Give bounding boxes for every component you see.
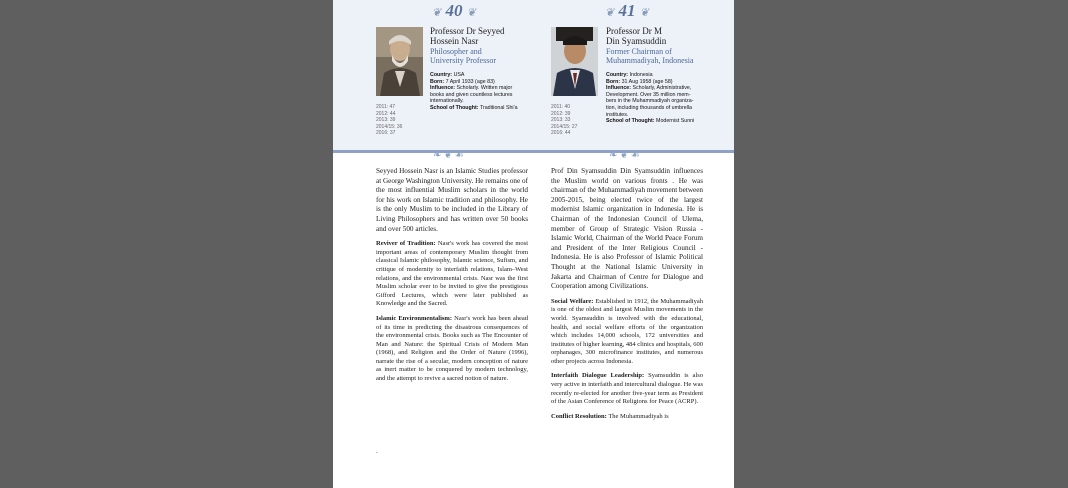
profile-title: Former Chairman of Muhammadiyah, Indonesia	[606, 47, 694, 65]
article-section: Reviver of Tradition: Nasr's work has covered the most important areas of contemporary Muslim thought from classical Islamic philosophy, Islamic science, Sufism, and critique of modernity to interfaith relations, Islam–West relations, and the environmental crisis. Nasr was the first Muslim scholar ever to be invited to give the prestigious Gifford Lectures, which were later published as Knowledge and the Sacred.	[376, 240, 529, 308]
ornament-icon: ❦	[605, 7, 615, 19]
trailing-mark: .	[376, 447, 378, 455]
ranking-history: 2011: 47 2012: 44 2013: 39 2014/15: 36 2016: 37	[376, 104, 403, 137]
ranking-history: 2011: 40 2012: 39 2013: 33 2014/15: 27 2016: 44	[551, 104, 578, 137]
article-column-right	[551, 167, 703, 427]
portrait-syamsuddin	[551, 27, 598, 96]
header-rule	[333, 150, 734, 153]
profile-name: Professor Dr Seyyed Hossein Nasr	[430, 26, 505, 46]
rank-number-40: ❦ 40 ❦	[432, 1, 476, 20]
ornament-icon: ❦	[639, 7, 649, 19]
document-page	[333, 0, 734, 488]
article-section: Conflict Resolution: The Muhammadiyah is	[551, 412, 669, 420]
portrait-nasr	[376, 27, 423, 96]
article-column-left	[376, 167, 528, 390]
profile-details: Country: Indonesia Born: 31 Aug 1958 (age 58) Influence: Scholarly, Administrative, Development. Over 35 million mem- bers in the Muhammadiyah organiza- tion, including thousands of umbrella institutes. School of Thought: Modernist Sunni	[606, 72, 695, 125]
profile-name: Professor Dr M Din Syamsuddin	[606, 26, 667, 46]
article-section: Islamic Environmentalism: Nasr's work has been ahead of its time in predicting the disastrous consequences of the environmental crisis. Books such as The Encounter of Man and Nature: the Spiritual Crisis of Modern Man (1968), and Religion and the Order of Nature (1996), narrate the rise of a secular, modern conception of nature as inert matter to be conquered by modern technology, and the attempt to revive a sacred notion of nature.	[376, 314, 528, 383]
article-section: Interfaith Dialogue Leadership: Syamsuddin is also very active in interfaith and intercultural dialogue. He was recently re-elected for another five-year term as President of the Asian Conference of Religions for Peace (ACRP).	[551, 372, 703, 406]
ornament-divider-icon: ❧ ❦ ☙	[433, 150, 464, 161]
ornament-icon: ❦	[466, 7, 476, 19]
profile-details: Country: USA Born: 7 April 1933 (age 83) Influence: Scholarly. Written major books and given countless lectures internationally. School of Thought: Traditional Shi'a	[430, 72, 518, 111]
ornament-divider-icon: ❧ ❦ ☙	[609, 150, 640, 161]
rank-number-41: ❦ 41 ❦	[605, 1, 649, 20]
article-intro: Prof Din Syamsuddin Din Syamsuddin influences the Muslim world on various fronts . He was chairman of the Muhammadiyah movement between 2005-2015, being elected twice of the largest modernist Islamic organization in Indonesia. He is Chairman of the Indonesian Council of Ulema, member of Group of Strategic Vision Russia - Islamic World, Chairman of the World Peace Forum and President of the Inter Religious Council - Indonesia. He is also Professor of Islamic Political Thought at the National Islamic University in Jakarta and Chairman of Centre for Dialogue and Cooperation among Civilizations.	[551, 167, 703, 291]
article-intro: Seyyed Hossein Nasr is an Islamic Studies professor at George Washington University. He remains one of the most influential Muslim scholars in the world for his work on Islamic tradition and philosophy. He is the only Muslim to be included in the Library of Living Philosophers and has written over 50 books and over 500 articles.	[376, 167, 528, 233]
ornament-icon: ❦	[432, 7, 442, 19]
profile-title: Philosopher and University Professor	[430, 47, 496, 65]
article-section: Social Welfare: Established in 1912, the Muhammadiyah is one of the oldest and largest Muslim movements in the world. Syamsuddin is involved with the educational, health, and social welfare efforts of the organization which includes 14,000 schools, 172 universities and institutes of higher learning, 484 clinics and hospitals, 600 orphanages, 300 microfinance institutes, and numerous other projects across Indonesia.	[551, 297, 704, 365]
